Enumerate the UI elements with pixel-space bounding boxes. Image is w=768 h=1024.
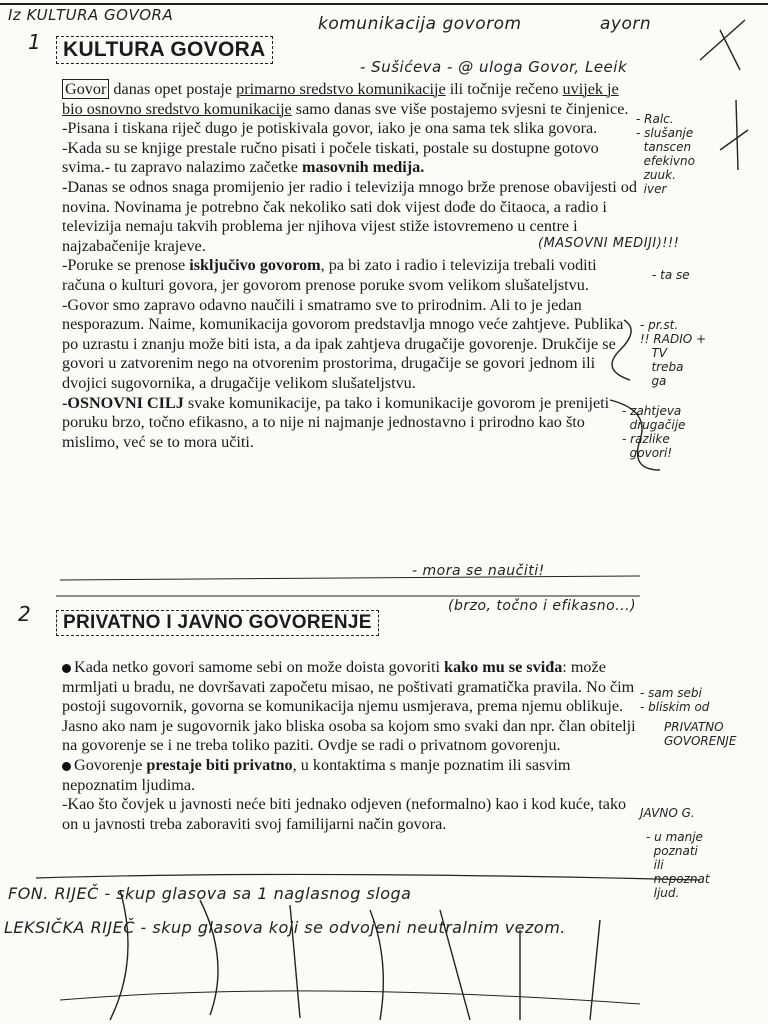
margin-note-2: - ta se [652, 268, 690, 282]
text-run: Govor [62, 79, 109, 99]
paragraph [62, 394, 642, 453]
section-1-body [62, 80, 642, 452]
margin-note-3: - pr.st. !! RADIO + TV treba ga [640, 318, 707, 388]
margin-note-4: - zahtjeva drugačije - razlike govori! [622, 404, 686, 460]
text-run: primarno sredstvo komunikacije [236, 80, 446, 98]
paragraph [62, 756, 642, 795]
text-run: kako mu se sviđa [444, 658, 563, 676]
margin-note-6: PRIVATNO GOVORENJE [664, 720, 737, 748]
text-run: -OSNOVNI CILJ [62, 393, 184, 412]
text-run: , pa bi zato i radio i televizija trebali voditi računa o kulturi govora, jer govorom prenose poruke svom velikom slušateljstvu. [62, 256, 597, 294]
text-run: danas opet postaje [109, 80, 237, 98]
text-run: ili točnije rečeno [445, 80, 563, 98]
paragraph [62, 795, 642, 834]
text-run: Govorenje [74, 755, 147, 774]
text-run: uvijek je bio osnovno sredstvo komunikacije [62, 80, 619, 118]
paragraph [62, 658, 642, 756]
bottom-note-2: LEKSIČKA RIJEČ - skup glasova koji se odvojeni neutralnim vezom. [4, 918, 566, 937]
margin-note-1: - Ralc. - slušanje tanscen efekivno zuuk. iver [636, 112, 695, 196]
text-run: : može mrmljati u bradu, ne dovršavati započetu misao, ne poštivati gramatička pravila. No čim postoji sugovornik, govorna se komunikacija njemu usmjerava, prema njemu oblikuje. Jasno ako nam je sugovornik jako bliska osoba sa kojom smo svaki dan npr. član obitelji na govorenje se i ne treba toliko paziti. Ovdje se radi o privatnom govorenju. [62, 658, 636, 755]
text-run: -Pisana i tiskana riječ dugo je potiskivala govor, iako je ona sama tek slika govora. [62, 119, 598, 138]
text-run: -Kao što čovjek u javnosti neće biti jednako odjeven (neformalno) kao i kod kuće, tako on u javnosti treba zaboraviti svoj familijarni način govora. [62, 795, 627, 833]
margin-note-8: - u manje poznati ili nepoznat ljud. [646, 830, 710, 900]
section-number-1: 1 [28, 30, 41, 54]
section-2-heading: PRIVATNO I JAVNO GOVORENJE [56, 610, 379, 636]
bottom-note-1: FON. RIJEČ - skup glasova sa 1 naglasnog sloga [8, 884, 412, 903]
text-run: -Kada su se knjige prestale ručno pisati i počele tiskati, postale su dostupne gotovo svima.- tu zapravo nalazimo začetke [62, 138, 599, 177]
note-mora-se-nauciti: - mora se naučiti! [412, 563, 545, 579]
section-2-body [62, 658, 642, 834]
text-run: prestaje biti privatno [146, 755, 293, 774]
text-run: -Danas se odnos snaga promijenio jer radio i televizija mnogo brže prenose obavijesti od novina. Novinama je potrebno čak nekoliko sati dok vijest dođe do čitaoca, a radio i televizija nemaju takvih problema jer njihova vijest stiže istovremeno u centre i najzabačenije krajeve. [62, 177, 637, 255]
note-masovni-mediji: (MASOVNI MEDIJI)!!! [538, 236, 680, 251]
top-scribble-right: ayorn [600, 14, 652, 34]
note-brzo-tocno: (brzo, točno i efikasno...) [448, 598, 637, 614]
top-scribble-middle: komunikacija govorom [318, 14, 522, 34]
bullet-icon [62, 762, 71, 771]
text-run: svake komunikacije, pa tako i komunikacije govorom je prenijeti poruku brzo, točno efikasno, a to nije ni najmanje jednostavno i prirodno kao što mislimo, već se to mora učiti. [62, 393, 610, 451]
paragraph [62, 256, 642, 295]
text-run: -Govor smo zapravo odavno naučili i smatramo sve to prirodnim. Ali to je jedan nesporazum. Naime, komunikacija govorom predstavlja mnogo veće zahtjeve. Publika po uzrastu i znanju može biti ista, a da ipak zahtjeva drugačije govorenje. Drukčije se govori u zatvorenim nego na otvorenim prostorima, drugačije se govori jednom ili dvojici sugovornika, a drugačije velikom slušateljstvu. [62, 295, 624, 392]
text-run: isključivo govorom [189, 256, 321, 275]
paragraph [62, 119, 642, 139]
bullet-icon [62, 664, 71, 673]
text-run: masovnih medija. [302, 158, 425, 177]
paragraph [62, 80, 642, 119]
top-scribble-left: Iz KULTURA GOVORA [8, 6, 174, 24]
text-run: samo danas sve više postajemo svjesni te činjenice. [291, 99, 629, 118]
paragraph [62, 139, 642, 178]
margin-note-5: - sam sebi - bliskim od [640, 686, 710, 714]
top-scribble-sub: - Sušićeva - @ uloga Govor, Leeik [360, 58, 628, 76]
paragraph [62, 296, 642, 394]
text-run: -Poruke se prenose [62, 256, 190, 275]
section-number-2: 2 [18, 602, 31, 626]
text-run: Kada netko govori samome sebi on može doista govoriti [74, 658, 444, 676]
text-run: , u kontaktima s manje poznatim ili sasvim nepoznatim ljudima. [62, 755, 571, 794]
margin-note-7: JAVNO G. [640, 806, 695, 820]
section-1-heading: KULTURA GOVORA [56, 36, 273, 64]
